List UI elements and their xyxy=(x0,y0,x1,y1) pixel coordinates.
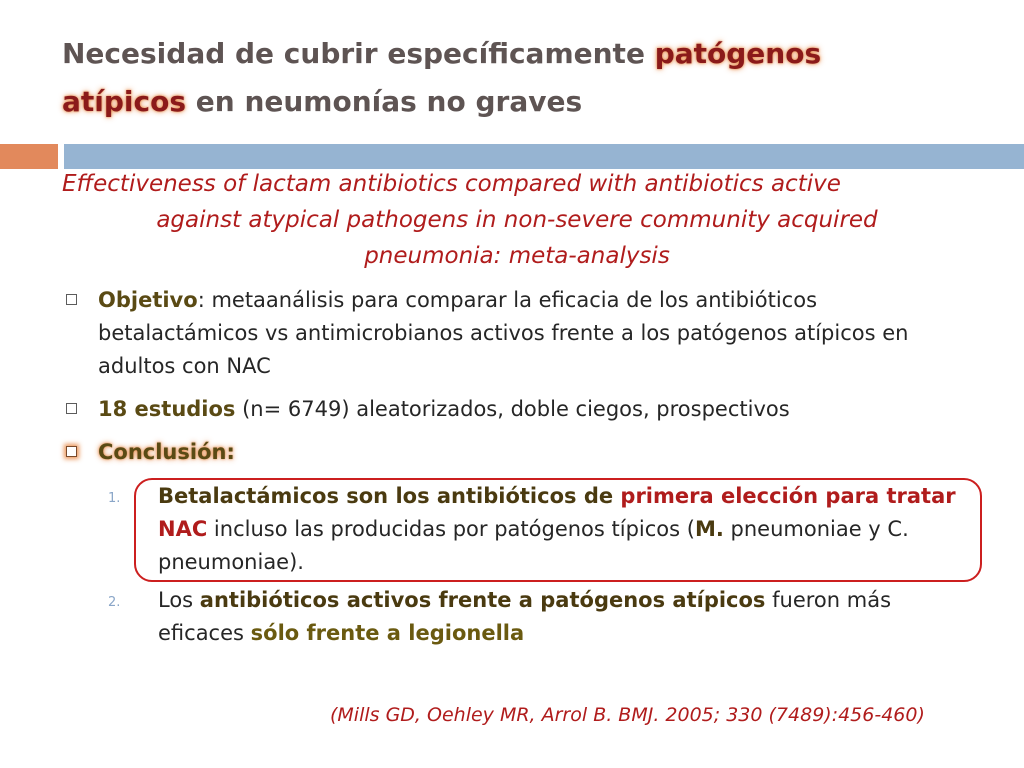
title-highlight-1: patógenos xyxy=(654,37,822,70)
bullet-label: Objetivo xyxy=(98,288,198,312)
citation: (Mills GD, Oehley MR, Arrol B. BMJ. 2005; 330 (7489):456-460) xyxy=(330,704,925,726)
bullet-conclusion xyxy=(62,436,982,469)
conclusion-text: fueron más eficaces xyxy=(158,588,892,645)
article-title-line-3: pneumonia: meta-analysis xyxy=(364,243,670,269)
article-title xyxy=(62,166,972,274)
bullet-label: 18 estudios xyxy=(98,397,236,421)
conclusion-text: pneumoniae y C. pneumoniae). xyxy=(158,517,909,574)
conclusion-text: M. xyxy=(694,517,724,541)
article-title-line-2: against atypical pathogens in non-severe community acquired xyxy=(156,207,878,233)
conclusion-text: Los xyxy=(158,588,200,612)
list-number: 1. xyxy=(108,491,121,506)
conclusion-text: Betalactámicos son los antibióticos de xyxy=(158,484,621,508)
square-bullet-icon xyxy=(66,446,77,457)
conclusion-item-2 xyxy=(108,584,978,650)
square-bullet-icon xyxy=(66,294,77,305)
bullet-studies xyxy=(62,393,982,426)
conclusion-item-1 xyxy=(108,480,978,579)
bullet-list xyxy=(62,284,982,479)
title-part-4: en neumonías no graves xyxy=(186,85,583,118)
bullet-objective xyxy=(62,284,982,383)
list-number: 2. xyxy=(108,595,121,610)
conclusion-list xyxy=(108,480,978,655)
header-bar-orange xyxy=(0,144,58,169)
article-title-line-1: Effectiveness of lactam antibiotics compared with antibiotics active xyxy=(62,171,841,197)
title-highlight-2: atípicos xyxy=(62,85,187,118)
bullet-text: (n= 6749) aleatorizados, doble ciegos, prospectivos xyxy=(235,397,790,421)
bullet-label: Conclusión: xyxy=(98,440,235,464)
slide-title xyxy=(62,30,962,126)
square-bullet-icon xyxy=(66,403,77,414)
conclusion-text: incluso las producidas por patógenos típicos ( xyxy=(207,517,695,541)
conclusion-emphasis: primera elección para tratar NAC xyxy=(158,484,956,541)
bullet-text: : metaanálisis para comparar la eficacia de los antibióticos betalactámicos vs antimicrobianos activos frente a los patógenos atípicos en adultos con NAC xyxy=(98,288,909,378)
conclusion-emphasis: antibióticos activos frente a patógenos atípicos xyxy=(199,588,766,612)
title-part-1: Necesidad de cubrir específicamente xyxy=(62,37,655,70)
conclusion-emphasis: sólo frente a legionella xyxy=(250,621,525,645)
